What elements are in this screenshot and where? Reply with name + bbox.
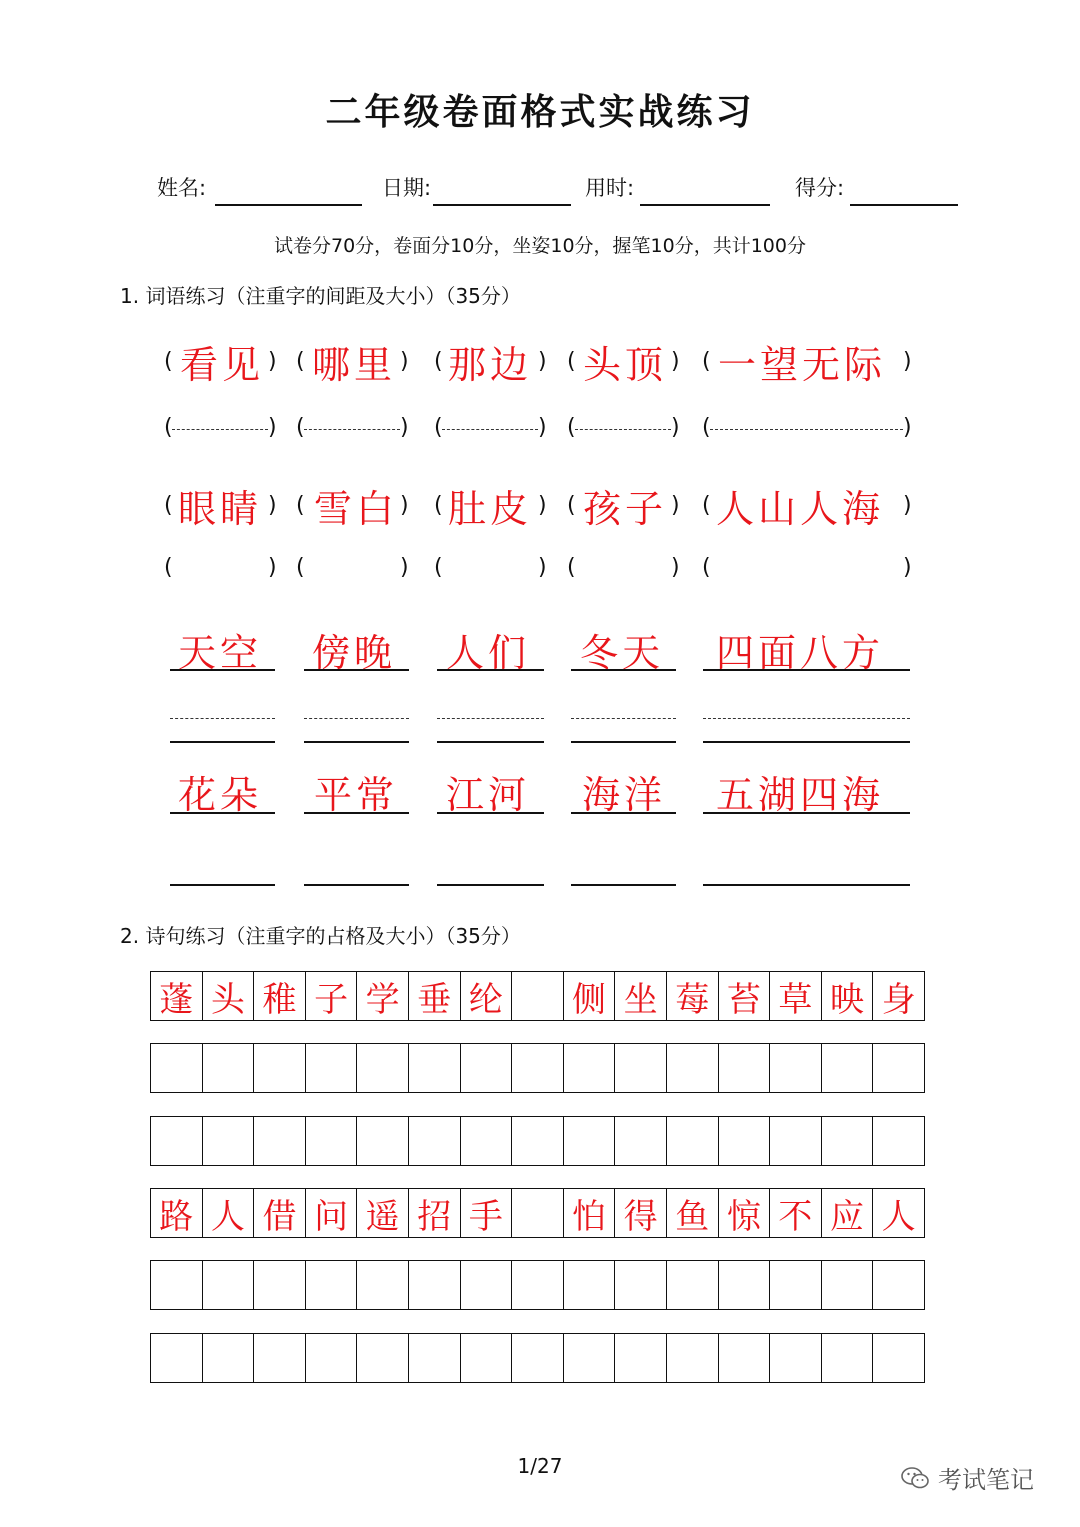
- poem-line-1: [150, 971, 925, 1021]
- underline: [437, 669, 544, 671]
- empty-cell[interactable]: [873, 1117, 924, 1165]
- empty-cell[interactable]: [615, 1334, 667, 1382]
- open-paren: (: [164, 349, 173, 374]
- empty-cell[interactable]: [409, 1117, 461, 1165]
- close-paren: ): [400, 349, 409, 374]
- empty-cell[interactable]: [822, 1117, 874, 1165]
- empty-cell[interactable]: [203, 1334, 255, 1382]
- answer-line[interactable]: [703, 884, 910, 886]
- answer-line[interactable]: [170, 741, 275, 743]
- word-item: 四面八方: [716, 631, 885, 675]
- empty-cell[interactable]: [667, 1117, 719, 1165]
- grid-cell: 映: [822, 972, 874, 1020]
- empty-cell[interactable]: [770, 1334, 822, 1382]
- word-item: 五湖四海: [716, 773, 885, 817]
- close-paren: ): [538, 349, 547, 374]
- score-field[interactable]: [850, 204, 958, 206]
- empty-cell[interactable]: [512, 1044, 564, 1092]
- empty-cell[interactable]: [357, 1261, 409, 1309]
- grid-cell: 苔: [719, 972, 771, 1020]
- time-field[interactable]: [640, 204, 770, 206]
- open-paren: (: [296, 349, 305, 374]
- answer-line[interactable]: [172, 429, 268, 430]
- word-item: 哪里: [312, 343, 397, 387]
- grid-cell: 人: [203, 1189, 255, 1237]
- close-paren: ): [903, 349, 912, 374]
- empty-cell[interactable]: [151, 1044, 203, 1092]
- empty-cell[interactable]: [667, 1044, 719, 1092]
- grid-cell: 身: [881, 979, 916, 1020]
- answer-line[interactable]: [575, 429, 671, 430]
- word-item: 头顶: [583, 343, 668, 387]
- word-item: 傍晚: [312, 631, 397, 675]
- answer-line[interactable]: [170, 884, 275, 886]
- close-paren: ): [400, 493, 409, 518]
- answer-line[interactable]: [703, 741, 910, 743]
- open-paren: (: [702, 555, 711, 580]
- word-item: 肚皮: [448, 487, 533, 531]
- page-number: 1/27: [517, 1454, 563, 1478]
- answer-guide-line: [304, 718, 409, 719]
- practice-row[interactable]: [150, 1043, 925, 1093]
- open-paren: (: [296, 555, 305, 580]
- open-paren: (: [567, 493, 576, 518]
- close-paren: ): [268, 415, 277, 440]
- close-paren: ): [400, 555, 409, 580]
- answer-guide-line: [170, 718, 275, 719]
- empty-cell[interactable]: [564, 1044, 616, 1092]
- practice-row[interactable]: [150, 1260, 925, 1310]
- empty-cell[interactable]: [254, 1044, 306, 1092]
- empty-cell[interactable]: [306, 1044, 358, 1092]
- answer-guide-line: [437, 718, 544, 719]
- score-note: 试卷分70分，卷面分10分，坐姿10分，握笔10分，共计100分: [274, 235, 806, 257]
- date-field[interactable]: [433, 204, 571, 206]
- empty-cell[interactable]: [667, 1334, 719, 1382]
- answer-guide-line: [571, 718, 676, 719]
- empty-cell[interactable]: [615, 1117, 667, 1165]
- empty-cell[interactable]: [667, 1261, 719, 1309]
- empty-cell[interactable]: [461, 1117, 513, 1165]
- word-item: 天空: [178, 631, 263, 675]
- empty-cell[interactable]: [770, 1261, 822, 1309]
- open-paren: (: [702, 349, 711, 374]
- grid-cell: [512, 1189, 564, 1237]
- open-paren: (: [434, 493, 443, 518]
- close-paren: ): [671, 415, 680, 440]
- close-paren: ): [400, 415, 409, 440]
- empty-cell[interactable]: [203, 1044, 255, 1092]
- word-item: 一望无际: [718, 343, 887, 387]
- close-paren: ): [538, 493, 547, 518]
- empty-cell[interactable]: [822, 1261, 874, 1309]
- grid-cell: 人: [881, 1196, 916, 1237]
- practice-row[interactable]: [150, 1333, 925, 1383]
- answer-guide-line: [703, 718, 910, 719]
- grid-cell: 遥: [357, 1189, 409, 1237]
- grid-cell: 不: [770, 1189, 822, 1237]
- open-paren: (: [434, 415, 443, 440]
- underline: [437, 812, 544, 814]
- empty-cell[interactable]: [203, 1117, 255, 1165]
- open-paren: (: [296, 415, 305, 440]
- grid-cell: 纶: [461, 972, 513, 1020]
- underline: [703, 812, 910, 814]
- poem-line-2: [150, 1188, 925, 1238]
- empty-cell[interactable]: [822, 1044, 874, 1092]
- answer-line[interactable]: [442, 429, 538, 430]
- empty-cell[interactable]: [719, 1117, 771, 1165]
- empty-cell[interactable]: [306, 1261, 358, 1309]
- answer-line[interactable]: [571, 741, 676, 743]
- open-paren: (: [434, 349, 443, 374]
- answer-line[interactable]: [437, 884, 544, 886]
- underline: [571, 812, 676, 814]
- open-paren: (: [296, 493, 305, 518]
- grid-cell: 草: [770, 972, 822, 1020]
- close-paren: ): [671, 493, 680, 518]
- grid-cell: 学: [357, 972, 409, 1020]
- close-paren: ): [538, 415, 547, 440]
- close-paren: ): [903, 493, 912, 518]
- word-item: 人们: [446, 631, 531, 675]
- empty-cell[interactable]: [512, 1261, 564, 1309]
- empty-cell[interactable]: [873, 1261, 924, 1309]
- open-paren: (: [164, 555, 173, 580]
- empty-cell[interactable]: [254, 1334, 306, 1382]
- close-paren: ): [268, 349, 277, 374]
- empty-cell[interactable]: [564, 1117, 616, 1165]
- empty-cell[interactable]: [357, 1044, 409, 1092]
- section1-heading: 1. 词语练习（注重字的间距及大小）（35分）: [120, 284, 521, 308]
- grid-cell: 莓: [667, 972, 719, 1020]
- empty-cell[interactable]: [151, 1334, 203, 1382]
- grid-cell: 侧: [564, 972, 616, 1020]
- word-item: 看见: [180, 343, 265, 387]
- empty-cell[interactable]: [770, 1117, 822, 1165]
- practice-row[interactable]: [150, 1116, 925, 1166]
- answer-line[interactable]: [304, 884, 409, 886]
- answer-line[interactable]: [571, 884, 676, 886]
- grid-cell: 问: [306, 1189, 358, 1237]
- grid-cell: 子: [306, 972, 358, 1020]
- empty-cell[interactable]: [615, 1261, 667, 1309]
- empty-cell[interactable]: [151, 1117, 203, 1165]
- underline: [571, 669, 676, 671]
- open-paren: (: [702, 415, 711, 440]
- empty-cell[interactable]: [254, 1117, 306, 1165]
- grid-cell: 蓬: [151, 972, 203, 1020]
- section2-heading: 2. 诗句练习（注重字的占格及大小）（35分）: [120, 924, 521, 948]
- name-field[interactable]: [215, 204, 362, 206]
- grid-cell: 应: [822, 1189, 874, 1237]
- empty-cell[interactable]: [822, 1334, 874, 1382]
- underline: [304, 812, 409, 814]
- word-item: 雪白: [314, 487, 399, 531]
- empty-cell[interactable]: [512, 1117, 564, 1165]
- empty-cell[interactable]: [461, 1261, 513, 1309]
- close-paren: ): [268, 555, 277, 580]
- grid-cell: 路: [151, 1189, 203, 1237]
- watermark: [900, 1460, 1034, 1495]
- date-label: 日期:: [382, 176, 432, 200]
- grid-cell: 鱼: [667, 1189, 719, 1237]
- word-item: 孩子: [583, 487, 668, 531]
- empty-cell[interactable]: [719, 1044, 771, 1092]
- word-item: 冬天: [580, 631, 665, 675]
- grid-cell: 手: [461, 1189, 513, 1237]
- empty-cell[interactable]: [719, 1261, 771, 1309]
- watermark-text: 考试笔记: [938, 1466, 1034, 1494]
- word-item: 江河: [446, 773, 531, 817]
- underline: [170, 669, 275, 671]
- name-label: 姓名:: [157, 176, 207, 200]
- close-paren: ): [538, 555, 547, 580]
- grid-cell: 招: [409, 1189, 461, 1237]
- wechat-icon: [900, 1465, 930, 1491]
- word-item: 那边: [448, 343, 533, 387]
- empty-cell[interactable]: [564, 1261, 616, 1309]
- word-item: 眼睛: [178, 487, 263, 531]
- close-paren: ): [268, 493, 277, 518]
- empty-cell[interactable]: [306, 1117, 358, 1165]
- open-paren: (: [164, 415, 173, 440]
- empty-cell[interactable]: [357, 1117, 409, 1165]
- word-item: 人山人海: [716, 487, 885, 531]
- open-paren: (: [567, 349, 576, 374]
- close-paren: ): [903, 555, 912, 580]
- empty-cell[interactable]: [770, 1044, 822, 1092]
- empty-cell[interactable]: [873, 1334, 924, 1382]
- open-paren: (: [567, 415, 576, 440]
- open-paren: (: [567, 555, 576, 580]
- page-title: 二年级卷面格式实战练习: [325, 92, 755, 133]
- grid-cell: 垂: [409, 972, 461, 1020]
- empty-cell[interactable]: [512, 1334, 564, 1382]
- empty-cell[interactable]: [719, 1334, 771, 1382]
- empty-cell[interactable]: [357, 1334, 409, 1382]
- word-item: 花朵: [178, 773, 263, 817]
- underline: [703, 669, 910, 671]
- grid-cell: 头: [203, 972, 255, 1020]
- score-label: 得分:: [795, 176, 845, 200]
- empty-cell[interactable]: [873, 1044, 924, 1092]
- empty-cell[interactable]: [615, 1044, 667, 1092]
- grid-cell: 稚: [254, 972, 306, 1020]
- empty-cell[interactable]: [461, 1334, 513, 1382]
- answer-line[interactable]: [437, 741, 544, 743]
- empty-cell[interactable]: [409, 1044, 461, 1092]
- grid-cell: 惊: [719, 1189, 771, 1237]
- empty-cell[interactable]: [564, 1334, 616, 1382]
- open-paren: (: [702, 493, 711, 518]
- open-paren: (: [164, 493, 173, 518]
- empty-cell[interactable]: [306, 1334, 358, 1382]
- empty-cell[interactable]: [461, 1044, 513, 1092]
- empty-cell[interactable]: [151, 1261, 203, 1309]
- grid-cell: 怕: [564, 1189, 616, 1237]
- close-paren: ): [671, 349, 680, 374]
- grid-cell: [512, 972, 564, 1020]
- underline: [170, 812, 275, 814]
- close-paren: ): [903, 415, 912, 440]
- empty-cell[interactable]: [254, 1261, 306, 1309]
- time-label: 用时:: [585, 176, 635, 200]
- empty-cell[interactable]: [409, 1261, 461, 1309]
- close-paren: ): [671, 555, 680, 580]
- answer-line[interactable]: [304, 741, 409, 743]
- grid-cell: 借: [254, 1189, 306, 1237]
- grid-cell: 得: [615, 1189, 667, 1237]
- word-item: 海洋: [582, 773, 667, 817]
- answer-line[interactable]: [304, 429, 400, 430]
- grid-cell: 坐: [615, 972, 667, 1020]
- empty-cell[interactable]: [409, 1334, 461, 1382]
- underline: [304, 669, 409, 671]
- empty-cell[interactable]: [203, 1261, 255, 1309]
- open-paren: (: [434, 555, 443, 580]
- word-item: 平常: [314, 773, 399, 817]
- answer-line[interactable]: [710, 429, 903, 430]
